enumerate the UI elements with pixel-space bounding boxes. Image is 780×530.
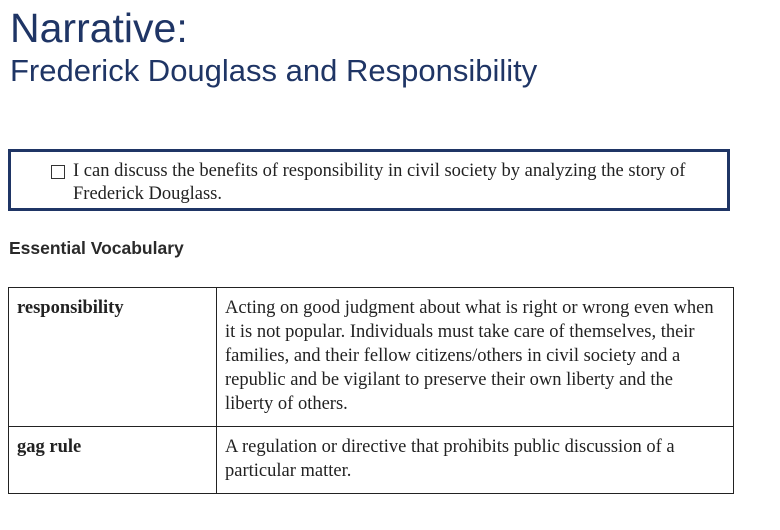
table-row [9,427,734,494]
vocabulary-table [8,287,734,494]
objective-text: I can discuss the benefits of responsibility in civil society by analyzing the story of Frederick Douglass. [73,161,686,204]
checkbox-icon[interactable] [51,165,65,179]
page-title: Narrative: [10,5,188,51]
vocabulary-heading: Essential Vocabulary [9,238,184,258]
vocab-term: responsibility [9,288,217,427]
vocab-term: gag rule [9,427,217,494]
page-subtitle: Frederick Douglass and Responsibility [10,53,538,88]
vocab-definition: Acting on good judgment about what is right or wrong even when it is not popular. Individuals must take care of themselves, their families, and their fellow citizens/others in civil society and a republic and be vigilant to preserve their own liberty and the liberty of others. [217,288,734,427]
table-row [9,288,734,427]
learning-objective-box [8,149,730,211]
vocab-definition: A regulation or directive that prohibits public discussion of a particular matter. [217,427,734,494]
